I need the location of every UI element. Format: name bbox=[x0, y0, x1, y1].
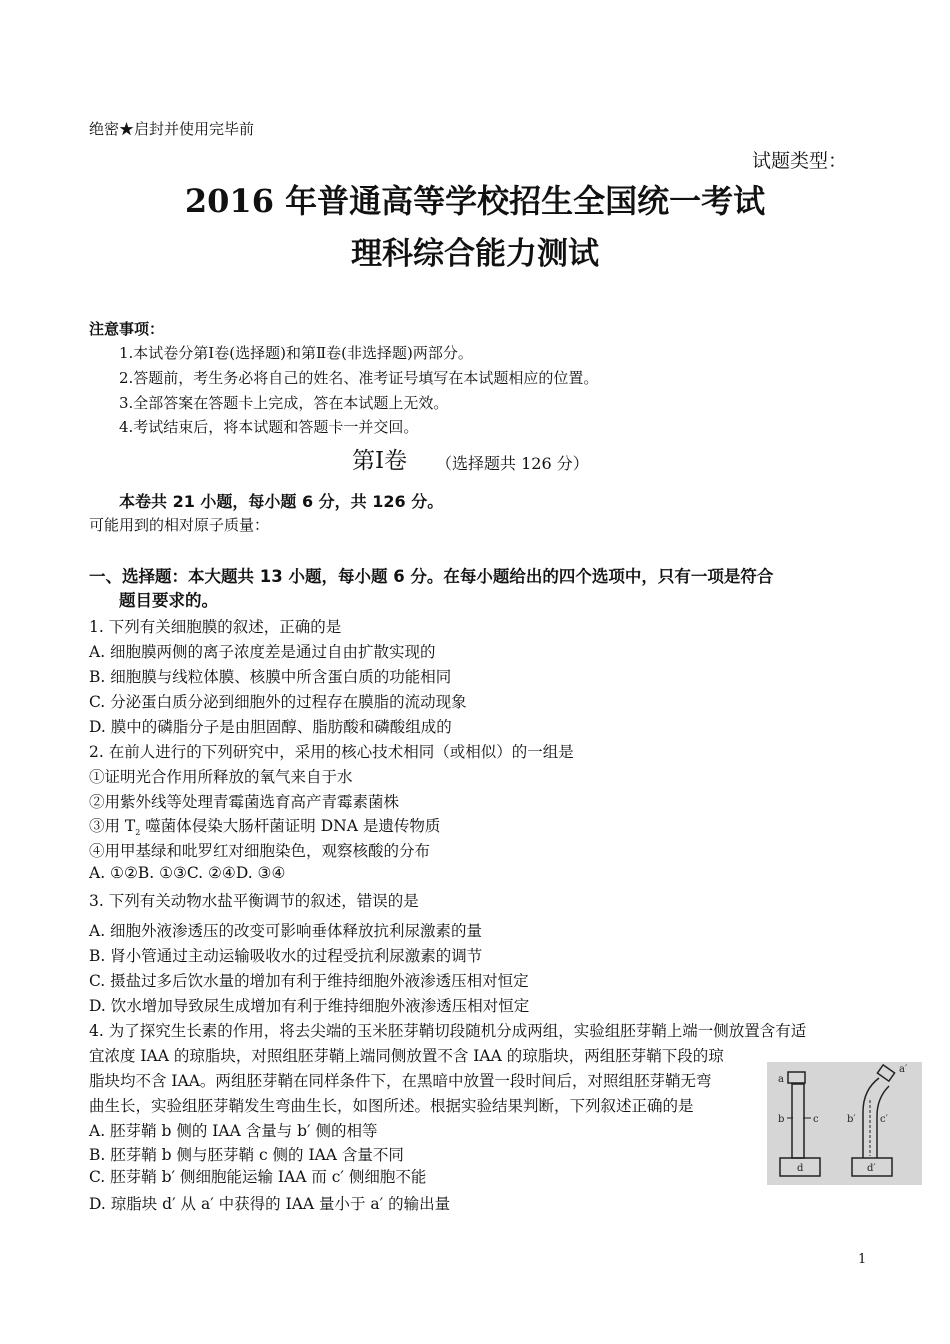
question-4-option-d: D. 琼脂块 d′ 从 a′ 中获得的 IAA 量小于 a′ 的输出量 bbox=[89, 1195, 451, 1213]
figure-label-a: a bbox=[778, 1074, 784, 1085]
section-subtitle: （选择题共 126 分） bbox=[436, 454, 589, 473]
question-3-option-c: C. 摄盐过多后饮水量的增加有利于维持细胞外液渗透压相对恒定 bbox=[89, 972, 529, 990]
question-1-option-b: B. 细胞膜与线粒体膜、核膜中所含蛋白质的功能相同 bbox=[89, 668, 452, 686]
question-2-item-1: ①证明光合作用所释放的氧气来自于水 bbox=[89, 768, 353, 786]
section-description: 本卷共 21 小题，每小题 6 分，共 126 分。 bbox=[119, 492, 444, 511]
question-4-option-a: A. 胚芽鞘 b 侧的 IAA 含量与 b′ 侧的相等 bbox=[89, 1122, 378, 1140]
figure-label-a-prime: a′ bbox=[899, 1064, 908, 1075]
question-3-option-b: B. 肾小管通过主动运输吸收水的过程受抗利尿激素的调节 bbox=[89, 947, 483, 965]
figure-label-b-prime: b′ bbox=[847, 1114, 856, 1125]
question-1-option-c: C. 分泌蛋白质分泌到细胞外的过程存在膜脂的流动现象 bbox=[89, 693, 467, 711]
atomic-mass-note: 可能用到的相对原子质量： bbox=[89, 516, 270, 534]
question-1-option-d: D. 膜中的磷脂分子是由胆固醇、脂肪酸和磷酸组成的 bbox=[89, 718, 452, 736]
notice-item: 1.本试卷分第Ⅰ卷(选择题)和第Ⅱ卷(非选择题)两部分。 bbox=[119, 344, 473, 362]
exam-subtitle: 理科综合能力测试 bbox=[351, 236, 599, 272]
figure-label-d: d bbox=[797, 1163, 804, 1174]
question-3-stem: 3. 下列有关动物水盐平衡调节的叙述，错误的是 bbox=[89, 892, 419, 910]
question-2-item-3-subscript: 2 bbox=[135, 828, 141, 838]
question-4-stem-line-2: 宜浓度 IAA 的琼脂块，对照组胚芽鞘上端同侧放置不含 IAA 的琼脂块，两组胚芽鞘下段的琼 bbox=[89, 1047, 724, 1065]
question-2-stem: 2. 在前人进行的下列研究中，采用的核心技术相同（或相似）的一组是 bbox=[89, 743, 574, 761]
question-2-item-3-post: 噬菌体侵染大肠杆菌证明 DNA 是遗传物质 bbox=[140, 817, 441, 835]
question-2-item-3-pre: ③用 T bbox=[89, 817, 136, 835]
exam-title: 2016 年普通高等学校招生全国统一考试 bbox=[184, 182, 766, 220]
question-type-label: 试题类型： bbox=[752, 150, 848, 172]
figure-label-c-prime: c′ bbox=[880, 1114, 888, 1125]
figure-label-d-prime: d′ bbox=[867, 1163, 876, 1174]
question-1-option-a: A. 细胞膜两侧的离子浓度差是通过自由扩散实现的 bbox=[89, 643, 436, 661]
part-heading-continued: 题目要求的。 bbox=[119, 591, 218, 610]
part-heading: 一、选择题：本大题共 13 小题，每小题 6 分。在每小题给出的四个选项中，只有一项是符合 bbox=[89, 567, 774, 586]
question-3-option-a: A. 细胞外液渗透压的改变可影响垂体释放抗利尿激素的量 bbox=[89, 922, 483, 940]
question-4-option-c: C. 胚芽鞘 b′ 侧细胞能运输 IAA 而 c′ 侧细胞不能 bbox=[89, 1168, 427, 1186]
figure-label-c: c bbox=[813, 1114, 819, 1125]
coleoptile-figure bbox=[767, 1062, 922, 1185]
question-4-stem-line-4: 曲生长，实验组胚芽鞘发生弯曲生长，如图所述。根据实验结果判断，下列叙述正确的是 bbox=[89, 1097, 694, 1115]
question-1-stem: 1. 下列有关细胞膜的叙述，正确的是 bbox=[89, 618, 342, 636]
notice-heading: 注意事项： bbox=[89, 320, 165, 338]
question-4-option-b: B. 胚芽鞘 b 侧与胚芽鞘 c 侧的 IAA 含量不同 bbox=[89, 1146, 404, 1164]
question-2-item-4: ④用甲基绿和吡罗红对细胞染色，观察核酸的分布 bbox=[89, 842, 431, 860]
question-3-option-d: D. 饮水增加导致尿生成增加有利于维持细胞外液渗透压相对恒定 bbox=[89, 997, 530, 1015]
section-title: 第Ⅰ卷 bbox=[352, 448, 408, 474]
figure-label-b: b bbox=[778, 1114, 785, 1125]
confidential-notice: 绝密★启封并使用完毕前 bbox=[89, 120, 255, 138]
notice-item: 2.答题前，考生务必将自己的姓名、准考证号填写在本试题相应的位置。 bbox=[119, 369, 599, 387]
notice-item: 4.考试结束后，将本试题和答题卡一并交回。 bbox=[119, 418, 419, 436]
question-4-stem-line-3: 脂块均不含 IAA。两组胚芽鞘在同样条件下，在黑暗中放置一段时间后，对照组胚芽鞘无弯 bbox=[89, 1072, 712, 1090]
notice-item: 3.全部答案在答题卡上完成，答在本试题上无效。 bbox=[119, 394, 449, 412]
coleoptile-diagram bbox=[767, 1062, 922, 1185]
page-number: 1 bbox=[858, 1252, 867, 1267]
question-2-item-2: ②用紫外线等处理青霉菌选育高产青霉素菌株 bbox=[89, 793, 400, 811]
question-2-item-3 bbox=[89, 814, 440, 837]
question-4-stem-line-1: 4. 为了探究生长素的作用，将去尖端的玉米胚芽鞘切段随机分成两组，实验组胚芽鞘上端一侧放置含有适 bbox=[89, 1022, 807, 1040]
question-2-options: A. ①②B. ①③C. ②④D. ③④ bbox=[89, 864, 286, 882]
